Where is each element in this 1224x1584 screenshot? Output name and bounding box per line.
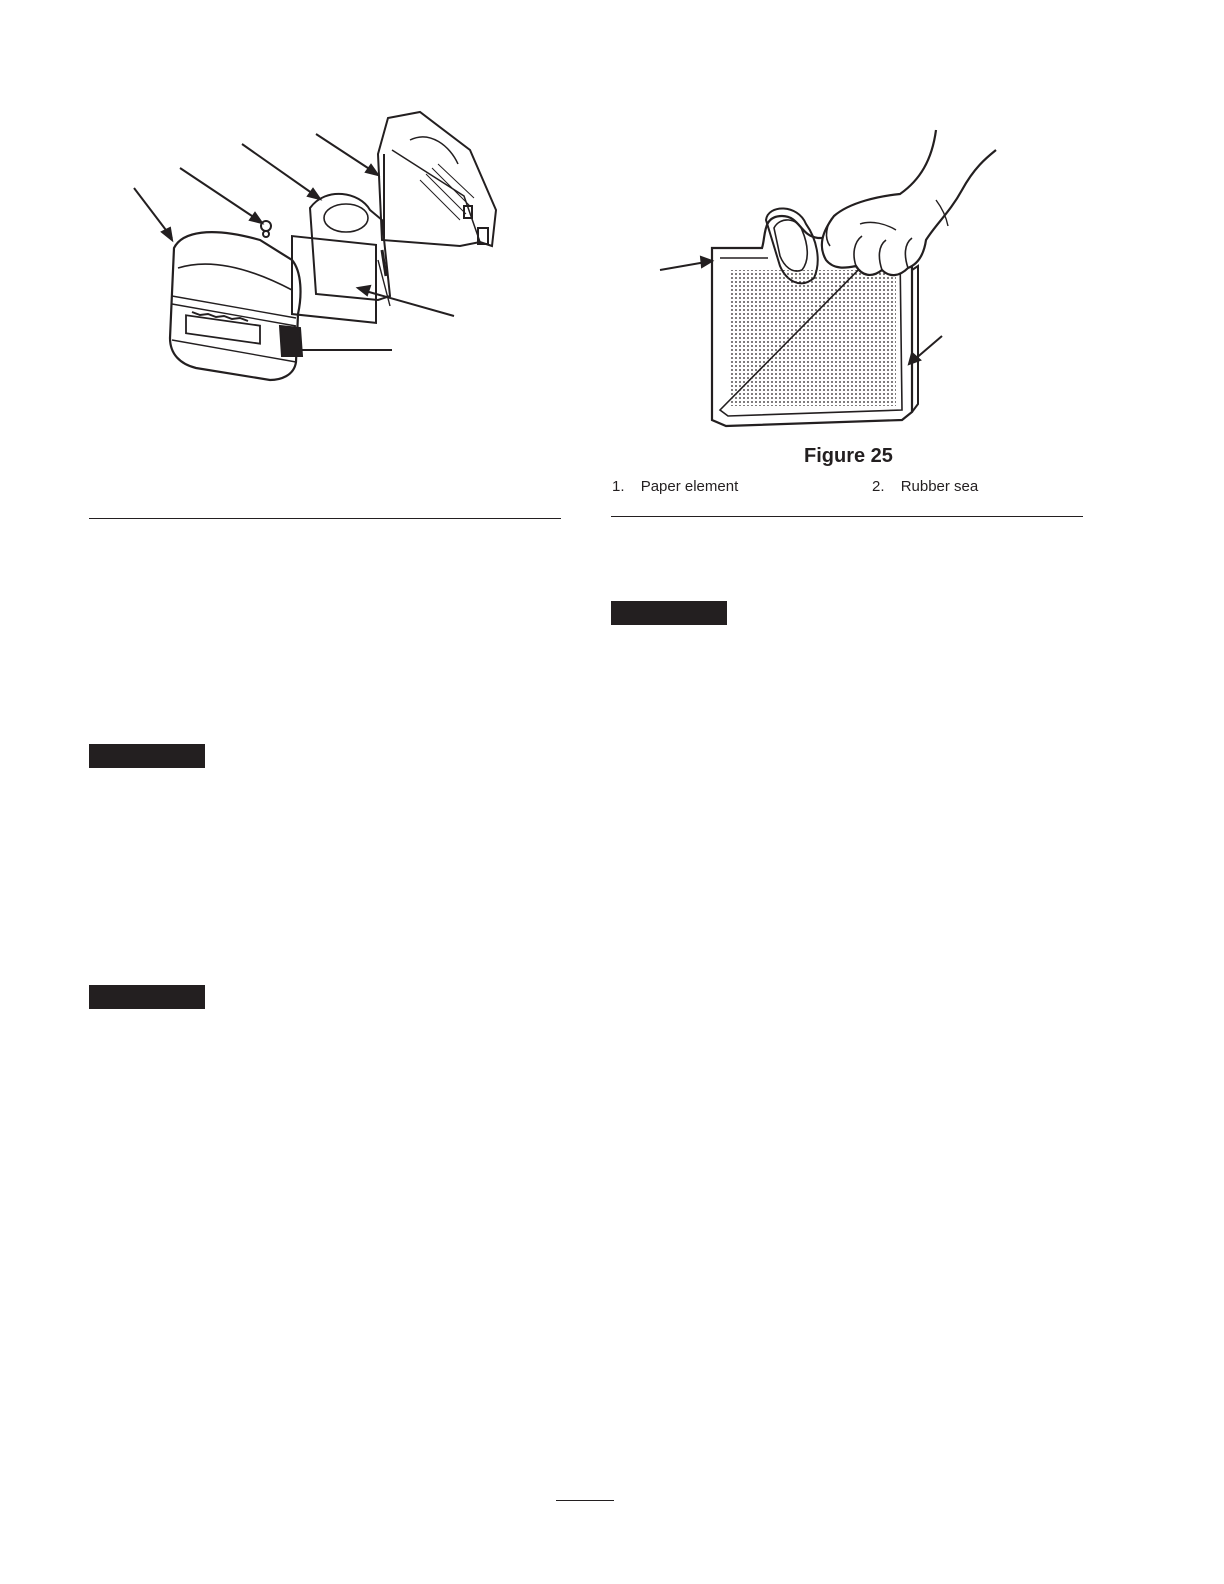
legend-item-2 [872, 478, 978, 495]
figure-title: Figure 25 [804, 445, 893, 467]
cover-knob [261, 221, 271, 237]
legend-item-number: 1. [612, 478, 625, 495]
leader-arrow-rubber-seal [909, 336, 942, 364]
leader-arrow-base [316, 134, 378, 175]
leader-arrow-cover [134, 188, 172, 240]
leader-arrow-precleaner [288, 345, 392, 355]
legend-item-label: Paper element [640, 478, 739, 495]
leader-arrow-knob [180, 168, 262, 223]
legend-item-label: Rubber sea [900, 478, 979, 495]
redacted-label-right [611, 601, 727, 625]
leader-arrow-element [358, 286, 454, 316]
air-filter-element [292, 194, 390, 323]
air-cleaner-exploded-illustration [120, 100, 480, 390]
air-cleaner-base [378, 112, 496, 246]
air-cleaner-cover [170, 232, 302, 380]
leader-arrow-foam [242, 144, 320, 199]
redacted-label-left-2 [89, 985, 205, 1009]
left-figure-rule [89, 518, 561, 519]
paper-element-illustration [650, 120, 1010, 430]
page-footer-rule [556, 1500, 614, 1501]
hand [822, 130, 996, 275]
leader-arrow-paper-element [660, 257, 712, 270]
redacted-label-left-1 [89, 744, 205, 768]
legend-item-number: 2. [872, 478, 885, 495]
legend-item-1 [612, 478, 738, 495]
right-figure-rule [611, 516, 1083, 517]
